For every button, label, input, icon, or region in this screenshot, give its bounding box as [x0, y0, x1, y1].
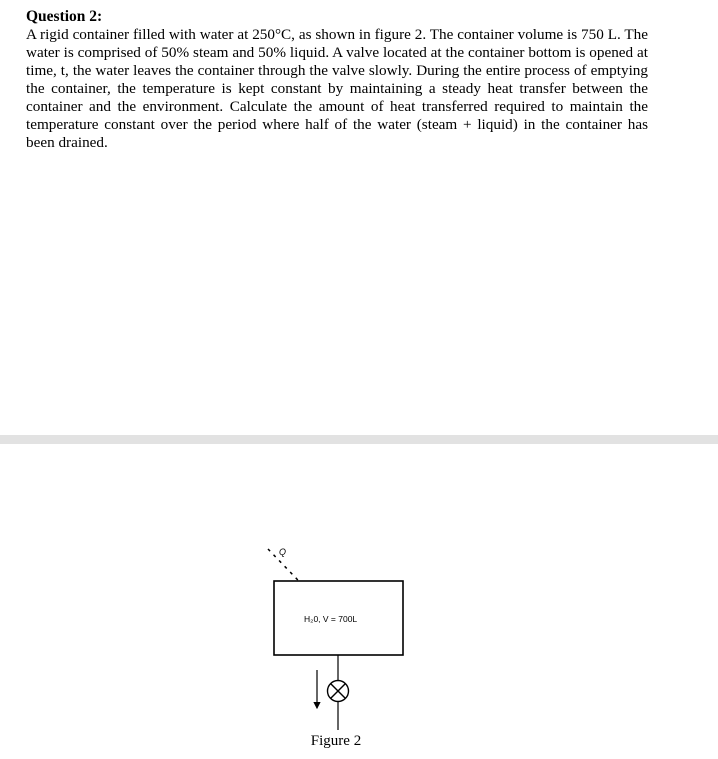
container-label: H₂0, V = 700L — [304, 614, 358, 624]
heat-label: Q — [279, 547, 287, 557]
valve-icon — [328, 681, 349, 702]
question-text: A rigid container filled with water at 250°C, as shown in figure 2. The container volume is 750 L. The water is comprised of 50% steam and 50% liquid. A valve located at the container bottom is opened at time, t, the water leaves the container through the valve slowly. During the entire process of emptying the container, the temperature is kept constant by maintaining a steady heat transfer between the container and the environment. Calculate the amount of heat transferred required to maintain the temperature constant over the period where half of the water (steam + liquid) in the container has been drained. — [26, 26, 648, 151]
question-title: Question 2: — [26, 8, 103, 25]
figure-caption: Figure 2 — [310, 733, 362, 749]
